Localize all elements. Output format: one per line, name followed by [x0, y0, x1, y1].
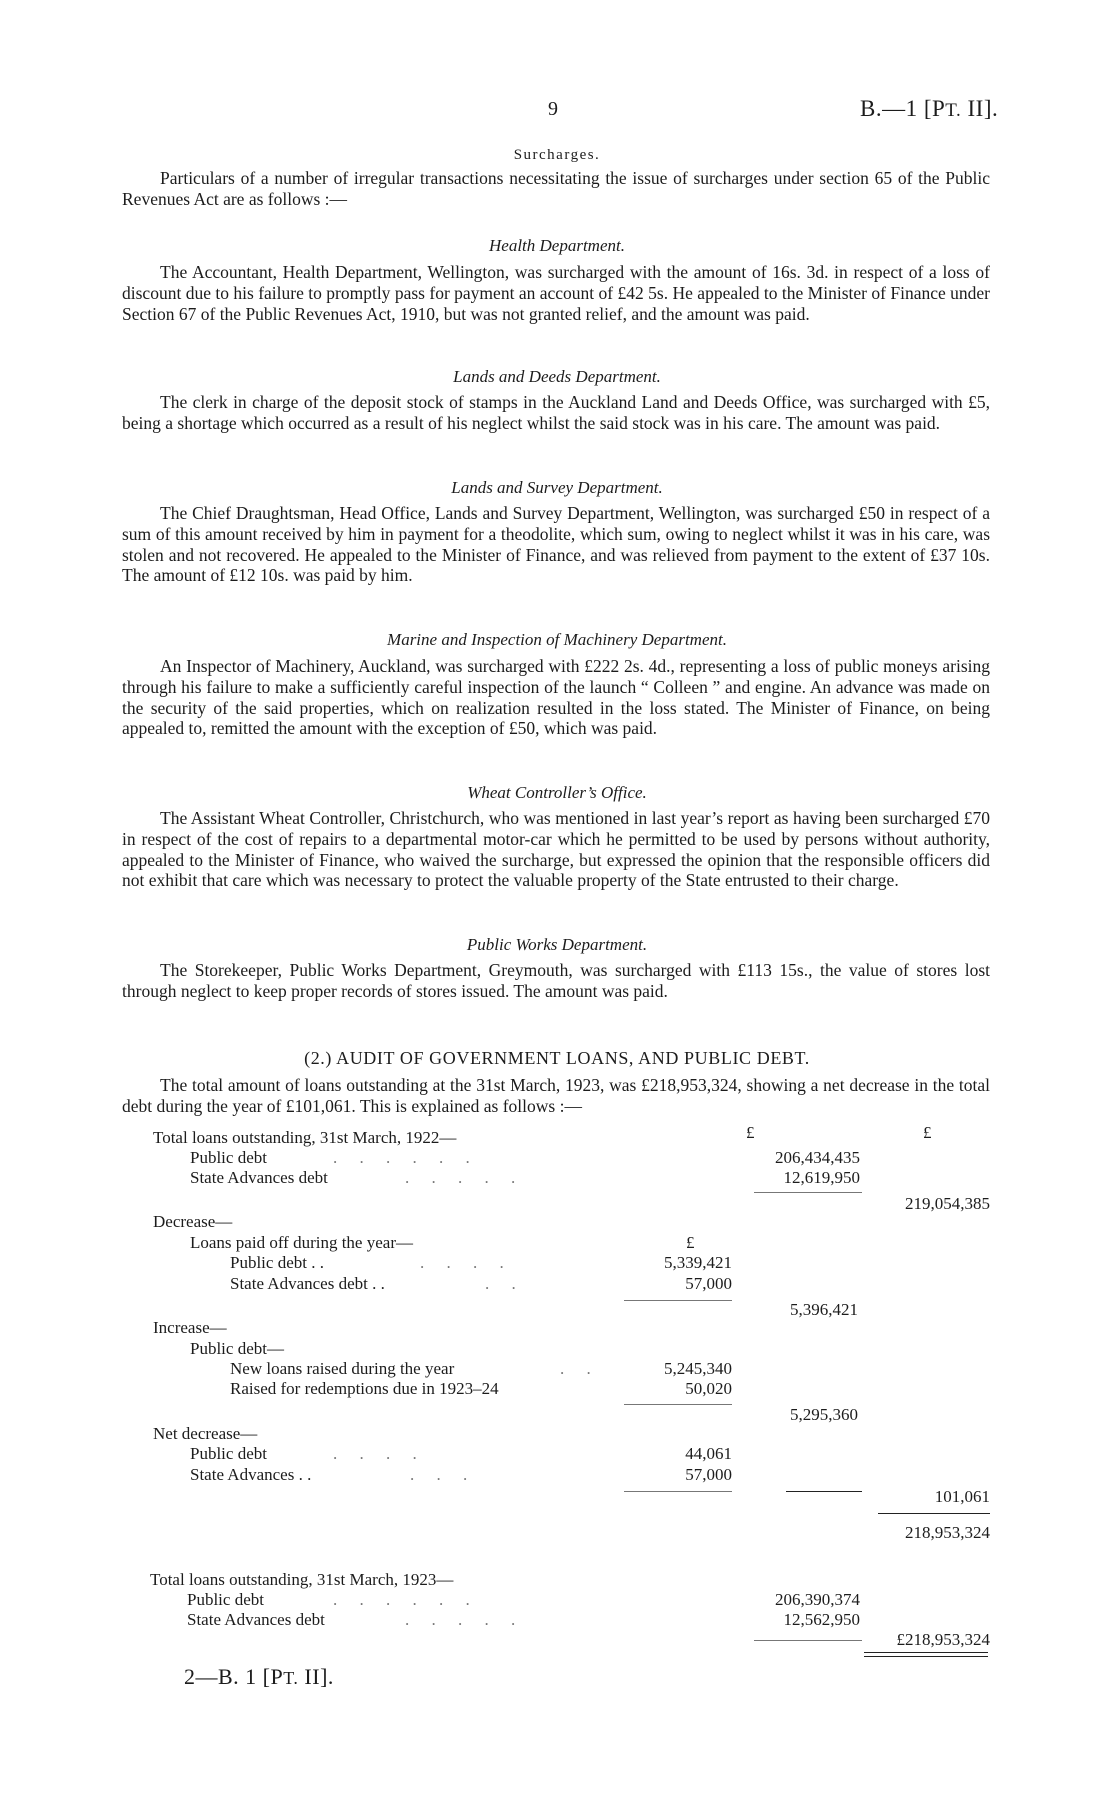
document-reference: B.—1 [PT. II]. — [860, 96, 999, 121]
open-state-label: State Advances debt — [190, 1168, 328, 1187]
rule — [624, 1491, 732, 1492]
leader-dots: . . . . — [333, 1444, 426, 1463]
new-loans-value: 5,245,340 — [664, 1359, 732, 1378]
heading-lands-survey: Lands and Survey Department. — [451, 478, 663, 497]
paragraph-lands-deeds: The clerk in charge of the deposit stock of stamps in the Auckland Land and Deeds Office, was surcharged with £5, being a shortage which occurred as a result of his neglect whilst the said stock was in his care. The amount was paid. — [122, 392, 990, 433]
inc-public-label: Public debt— — [190, 1339, 284, 1358]
heading-marine: Marine and Inspection of Machinery Department. — [387, 630, 727, 649]
increase-label: Increase— — [153, 1318, 227, 1337]
leader-dots: . . — [560, 1359, 600, 1378]
open-total-value: 219,054,385 — [905, 1194, 990, 1213]
net-label: Net decrease— — [153, 1424, 258, 1443]
page-number: 9 — [548, 98, 558, 120]
paid-public-label: Public debt . . — [230, 1253, 324, 1272]
heading-public-works: Public Works Department. — [466, 935, 648, 954]
section-title: Surcharges. — [513, 147, 601, 163]
currency-header-3: £ — [686, 1233, 695, 1252]
close-total-value: £218,953,324 — [896, 1630, 990, 1649]
rule — [754, 1192, 862, 1193]
close-public-value: 206,390,374 — [775, 1590, 860, 1609]
paid-state-label: State Advances debt . . — [230, 1274, 385, 1293]
new-loans-label: New loans raised during the year — [230, 1359, 455, 1378]
leader-dots: . . — [485, 1274, 525, 1293]
leader-dots: . . . — [410, 1465, 477, 1484]
paid-public-value: 5,339,421 — [664, 1253, 732, 1272]
open-state-value: 12,619,950 — [783, 1168, 860, 1187]
currency-header-2: £ — [923, 1123, 932, 1142]
inc-total-value: 5,295,360 — [790, 1405, 858, 1424]
paid-state-value: 57,000 — [685, 1274, 732, 1293]
paragraph-lands-survey: The Chief Draughtsman, Head Office, Lands and Survey Department, Wellington, was surcharged £50 in respect of a sum of this amount received by him in payment for a theodolite, which sum, owing to neglect whilst it was in his care, was stolen and not recovered. He appealed to the Minister of Finance, and was relieved from payment to the extent of £37 10s. The amount of £12 10s. was paid by him. — [122, 503, 990, 586]
net-state-value: 57,000 — [685, 1465, 732, 1484]
net-total-value: 101,061 — [934, 1487, 990, 1506]
open-label: Total loans outstanding, 31st March, 1922— — [153, 1128, 457, 1147]
paragraph-public-works: The Storekeeper, Public Works Department, Greymouth, was surcharged with £113 15s., the value of stores lost through neglect to keep proper records of stores issued. The amount was paid. — [122, 960, 990, 1001]
close-label: Total loans outstanding, 31st March, 1923— — [150, 1570, 454, 1589]
leader-dots: . . . . . — [405, 1610, 525, 1629]
redemptions-label: Raised for redemptions due in 1923–24 — [230, 1379, 499, 1398]
currency-header-1: £ — [746, 1123, 755, 1142]
redemptions-value: 50,020 — [685, 1379, 732, 1398]
audit-heading: (2.) AUDIT OF GOVERNMENT LOANS, AND PUBLIC DEBT. — [304, 1048, 810, 1068]
signature-reference: 2—B. 1 [PT. II]. — [184, 1664, 334, 1689]
net-public-value: 44,061 — [685, 1444, 732, 1463]
audit-intro: The total amount of loans outstanding at the 31st March, 1923, was £218,953,324, showing a net decrease in the total debt during the year of £101,061. This is explained as follows :— — [122, 1075, 990, 1116]
heading-lands-deeds: Lands and Deeds Department. — [453, 367, 661, 386]
paragraph-marine: An Inspector of Machinery, Auckland, was surcharged with £222 2s. 4d., representing a loss of public moneys arising through his failure to make a sufficiently careful inspection of the launch “ Colleen ” and engine. An advance was made on the security of the said properties, which on realization resulted in the loss stated. The Minister of Finance, on being appealed to, remitted the amount with the exception of £50, which was paid. — [122, 656, 990, 739]
paragraph-wheat: The Assistant Wheat Controller, Christchurch, who was mentioned in last year’s report as having been surcharged £70 in respect of the cost of repairs to a departmental motor-car which he permitted to be used by persons without authority, appealed to the Minister of Finance, who waived the surcharge, but expressed the opinion that the responsible officers did not exhibit that care which was necessary to protect the valuable property of the State entrusted to their charge. — [122, 808, 990, 891]
leader-dots: . . . . . — [405, 1168, 525, 1187]
paid-off-label: Loans paid off during the year— — [190, 1233, 413, 1252]
close-state-label: State Advances debt — [187, 1610, 325, 1629]
leader-dots: . . . . . . — [333, 1590, 479, 1609]
double-rule — [864, 1652, 988, 1657]
close-state-value: 12,562,950 — [783, 1610, 860, 1629]
rule — [624, 1404, 732, 1405]
leader-dots: . . . . — [420, 1253, 513, 1272]
balance-value: 218,953,324 — [905, 1523, 990, 1542]
net-state-label: State Advances . . — [190, 1465, 312, 1484]
paid-total-value: 5,396,421 — [790, 1300, 858, 1319]
open-public-value: 206,434,435 — [775, 1148, 860, 1167]
intro-paragraph: Particulars of a number of irregular transactions necessitating the issue of surcharges under section 65 of the Public Revenues Act are as follows :— — [122, 168, 990, 209]
rule — [754, 1640, 862, 1641]
leader-dots: . . . . . . — [333, 1148, 479, 1167]
rule — [878, 1513, 990, 1514]
net-public-label: Public debt — [190, 1444, 267, 1463]
paragraph-health: The Accountant, Health Department, Wellington, was surcharged with the amount of 16s. 3d. in respect of a loss of discount due to his failure to promptly pass for payment an account of £42 5s. He appealed to the Minister of Finance under Section 67 of the Public Revenues Act, 1910, but was not granted relief, and the amount was paid. — [122, 262, 990, 324]
rule — [624, 1300, 732, 1301]
decrease-label: Decrease— — [153, 1212, 233, 1231]
open-public-label: Public debt — [190, 1148, 267, 1167]
heading-wheat: Wheat Controller’s Office. — [467, 783, 647, 802]
heading-health: Health Department. — [489, 236, 625, 255]
close-public-label: Public debt — [187, 1590, 264, 1609]
